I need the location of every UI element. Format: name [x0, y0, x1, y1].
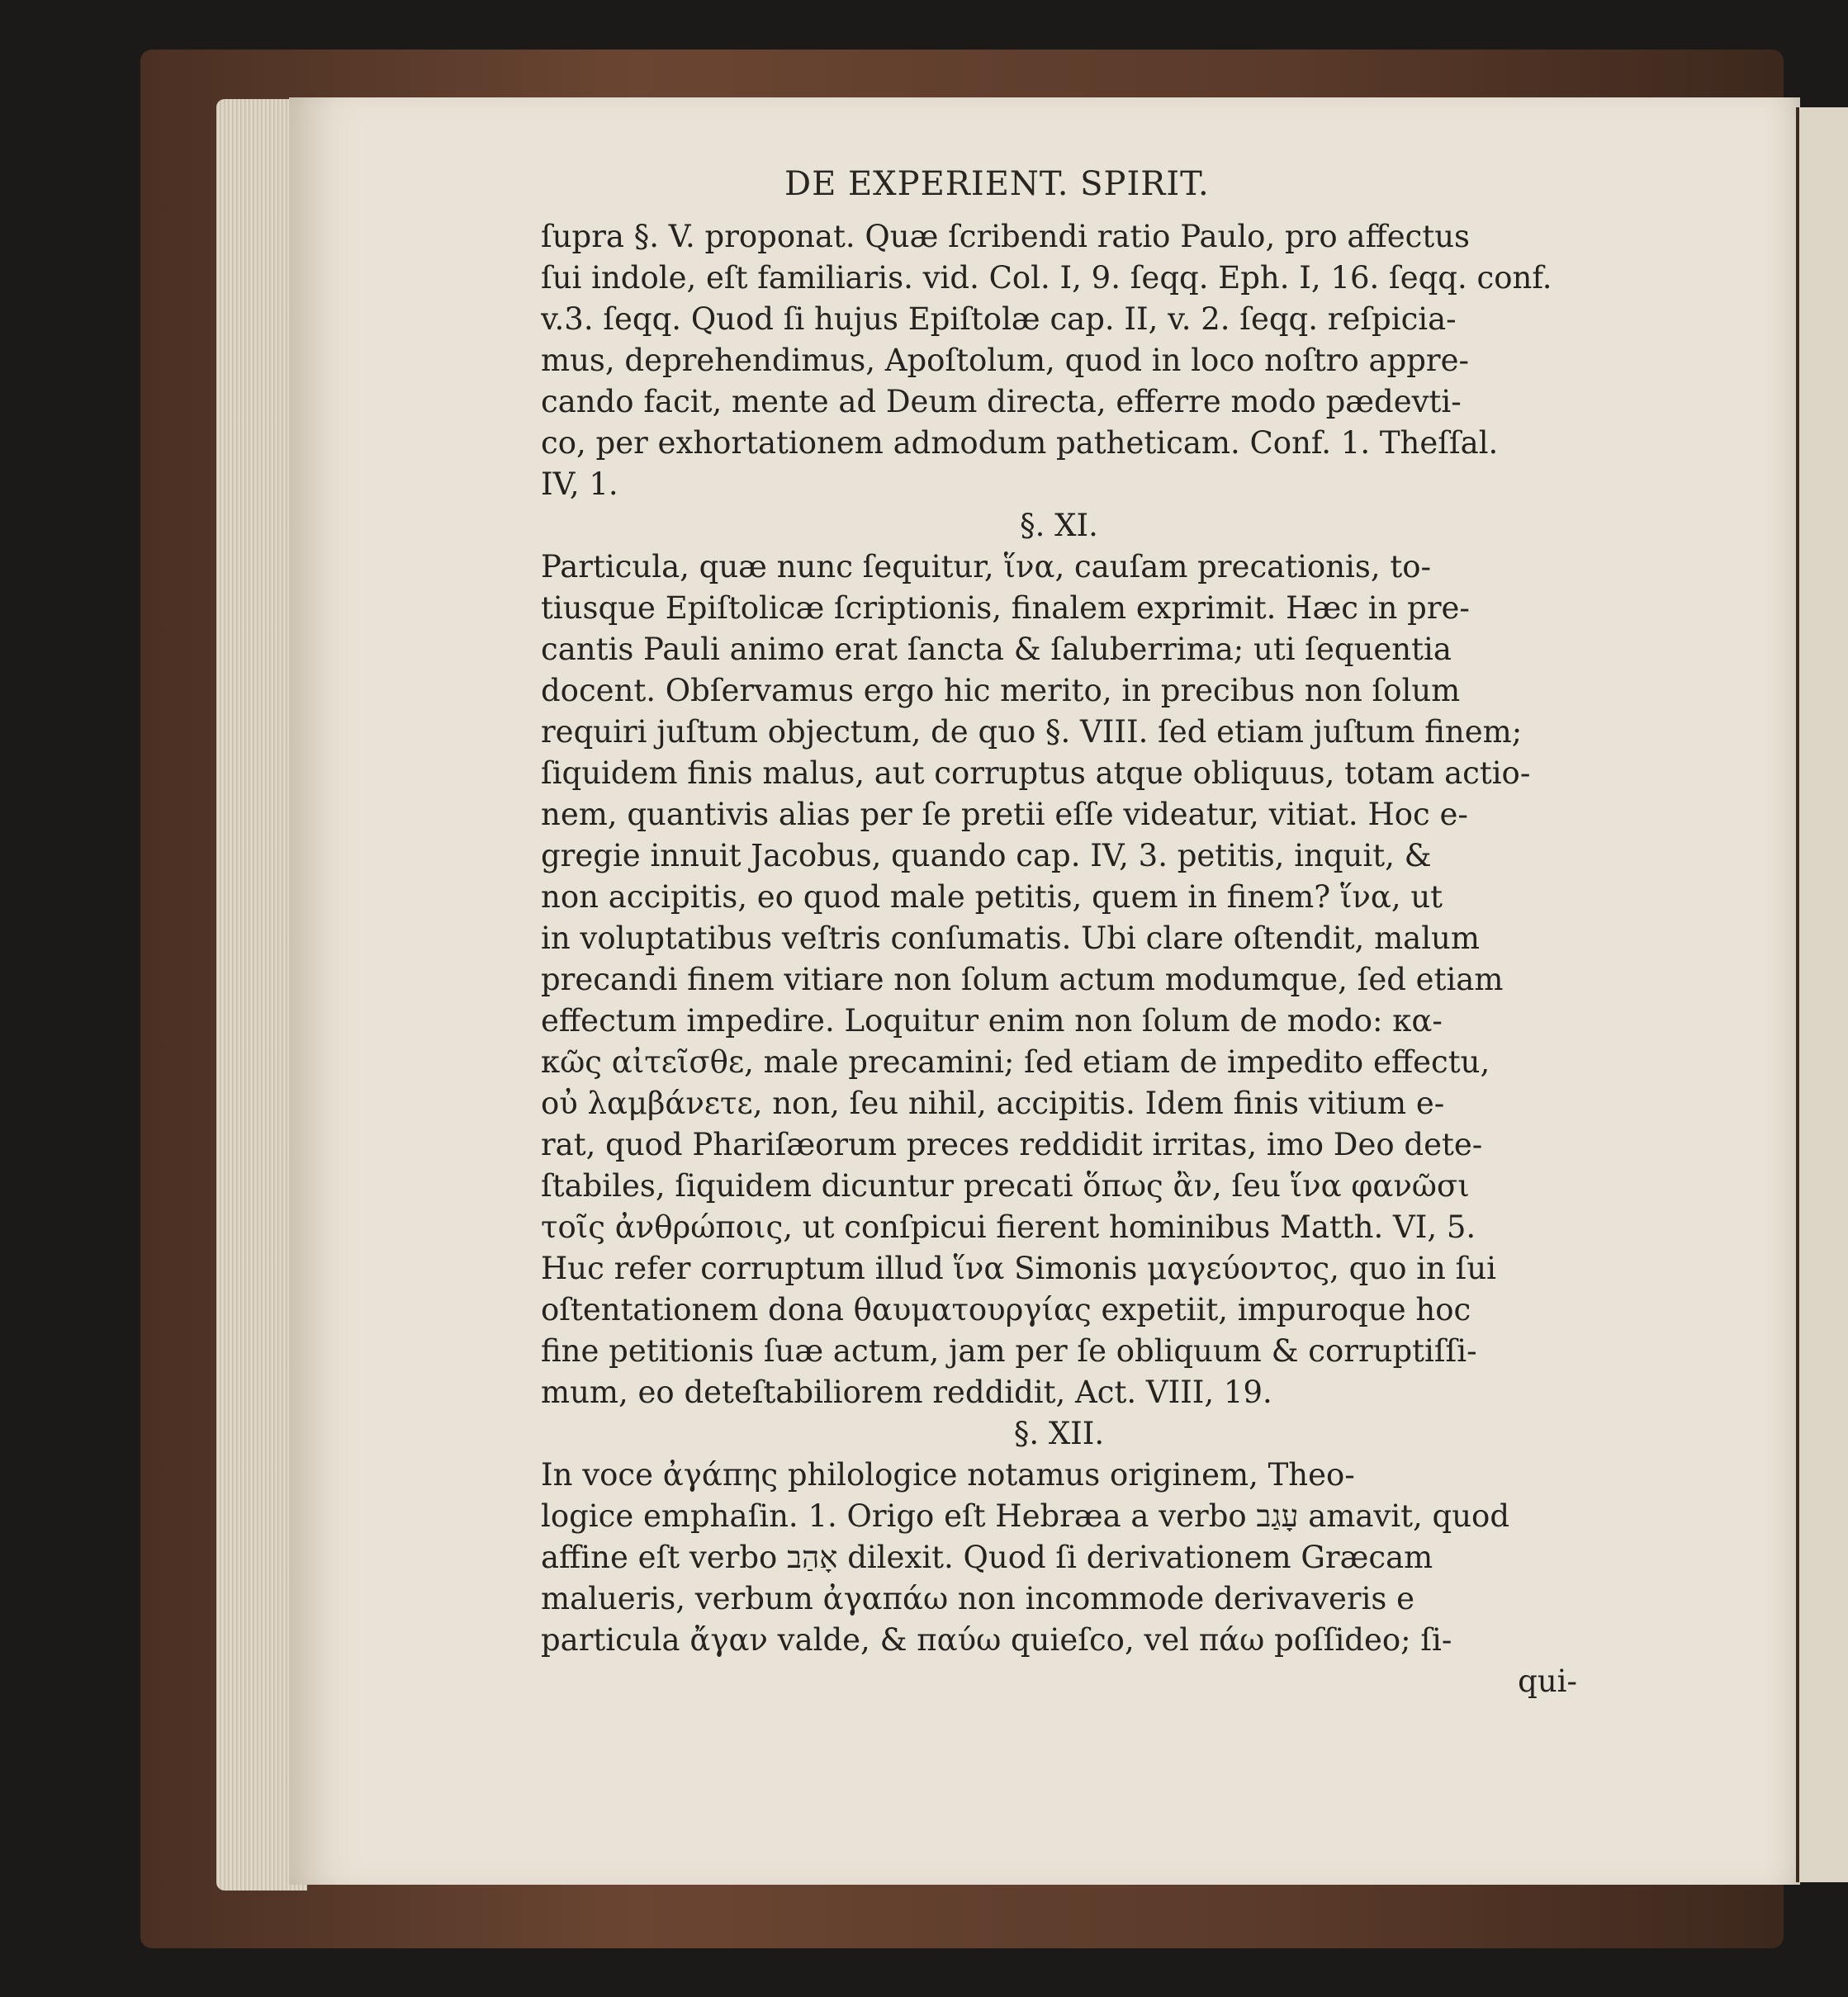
text-line: In voce ἀγάπης philologice notamus originem, Theo-: [541, 1457, 1355, 1493]
text-line: ſupra §. V. proponat. Quæ ſcribendi ratio Paulo, pro affectus: [541, 219, 1471, 254]
facing-page-edge: [1796, 107, 1848, 1882]
text-line: ſui indole, eſt familiaris. vid. Col. I, 9. ſeqq. Eph. I, 16. ſeqq. conf.: [541, 260, 1552, 296]
text-line: κῶς αἰτεῖσθε, male precamini; ſed etiam de impedito effectu,: [541, 1044, 1490, 1080]
text-line: τοῖς ἀνθρώποις, ut conſpicui fierent hominibus Matth. VI, 5.: [541, 1209, 1476, 1245]
text-line: non accipitis, eo quod male petitis, quem in finem? ἵνα, ut: [541, 879, 1443, 915]
text-line: ſiquidem finis malus, aut corruptus atque obliquus, totam actio-: [541, 755, 1531, 791]
text-line: v.3. ſeqq. Quod ſi hujus Epiſtolæ cap. II, v. 2. ſeqq. reſpicia-: [541, 301, 1457, 337]
text-line: Particula, quæ nunc ſequitur, ἵνα, cauſam precationis, to-: [541, 549, 1432, 584]
section-heading: §. XI.: [1020, 508, 1098, 543]
text-line: affine eſt verbo אָהַב dilexit. Quod ſi derivationem Græcam: [541, 1540, 1433, 1575]
text-line: fine petitionis ſuæ actum, jam per ſe obliquum & corruptiſſi-: [541, 1333, 1477, 1369]
text-line: particula ἄγαν valde, & παύω quieſco, vel πάω poſſideo; ſi-: [541, 1622, 1452, 1658]
text-line: οὐ λαμβάνετε, non, ſeu nihil, accipitis. Idem finis vitium e-: [541, 1086, 1445, 1121]
text-line: logice emphaſin. 1. Origo eſt Hebræa a verbo עָגַב amavit, quod: [541, 1498, 1510, 1534]
text-line: mus, deprehendimus, Apoſtolum, quod in loco noſtro appre-: [541, 343, 1470, 378]
text-line: rat, quod Phariſæorum preces reddidit irritas, imo Deo dete-: [541, 1127, 1483, 1162]
page-body: [541, 216, 1577, 1702]
text-line: Huc refer corruptum illud ἵνα Simonis μαγεύοντος, quo in ſui: [541, 1251, 1497, 1286]
text-line: co, per exhortationem admodum patheticam. Conf. 1. Theſſal.: [541, 425, 1499, 461]
text-line: ſtabiles, ſiquidem dicuntur precati ὅπως ἂν, ſeu ἵνα φανῶσι: [541, 1168, 1470, 1204]
text-line: IV, 1.: [541, 466, 618, 502]
catchword: qui-: [1518, 1663, 1577, 1699]
text-line: gregie innuit Jacobus, quando cap. IV, 3. petitis, inquit, &: [541, 838, 1432, 873]
text-line: oſtentationem dona θαυματουργίας expetiit, impuroque hoc: [541, 1292, 1471, 1327]
text-line: docent. Obſervamus ergo hic merito, in precibus non ſolum: [541, 673, 1461, 708]
text-line: nem, quantivis alias per ſe pretii eſſe videatur, vitiat. Hoc e-: [541, 797, 1468, 832]
text-line: effectum impedire. Loquitur enim non ſolum de modo: κα-: [541, 1003, 1443, 1039]
text-line: cantis Pauli animo erat ſancta & ſaluberrima; uti ſequentia: [541, 632, 1452, 667]
text-line: in voluptatibus veſtris conſumatis. Ubi clare oſtendit, malum: [541, 920, 1480, 956]
running-header: DE EXPERIENT. SPIRIT.: [784, 165, 1210, 203]
text-line: malueris, verbum ἀγαπάω non incommode derivaveris e: [541, 1581, 1415, 1616]
text-line: requiri juſtum objectum, de quo §. VIII. ſed etiam juſtum finem;: [541, 714, 1523, 750]
section-heading: §. XII.: [1013, 1416, 1105, 1451]
text-line: precandi finem vitiare non ſolum actum modumque, ſed etiam: [541, 962, 1504, 997]
text-line: tiusque Epiſtolicæ ſcriptionis, finalem exprimit. Hæc in pre-: [541, 590, 1470, 626]
text-line: mum, eo deteſtabiliorem reddidit, Act. VIII, 19.: [541, 1375, 1272, 1410]
text-line: cando facit, mente ad Deum directa, efferre modo pædevti-: [541, 384, 1462, 419]
